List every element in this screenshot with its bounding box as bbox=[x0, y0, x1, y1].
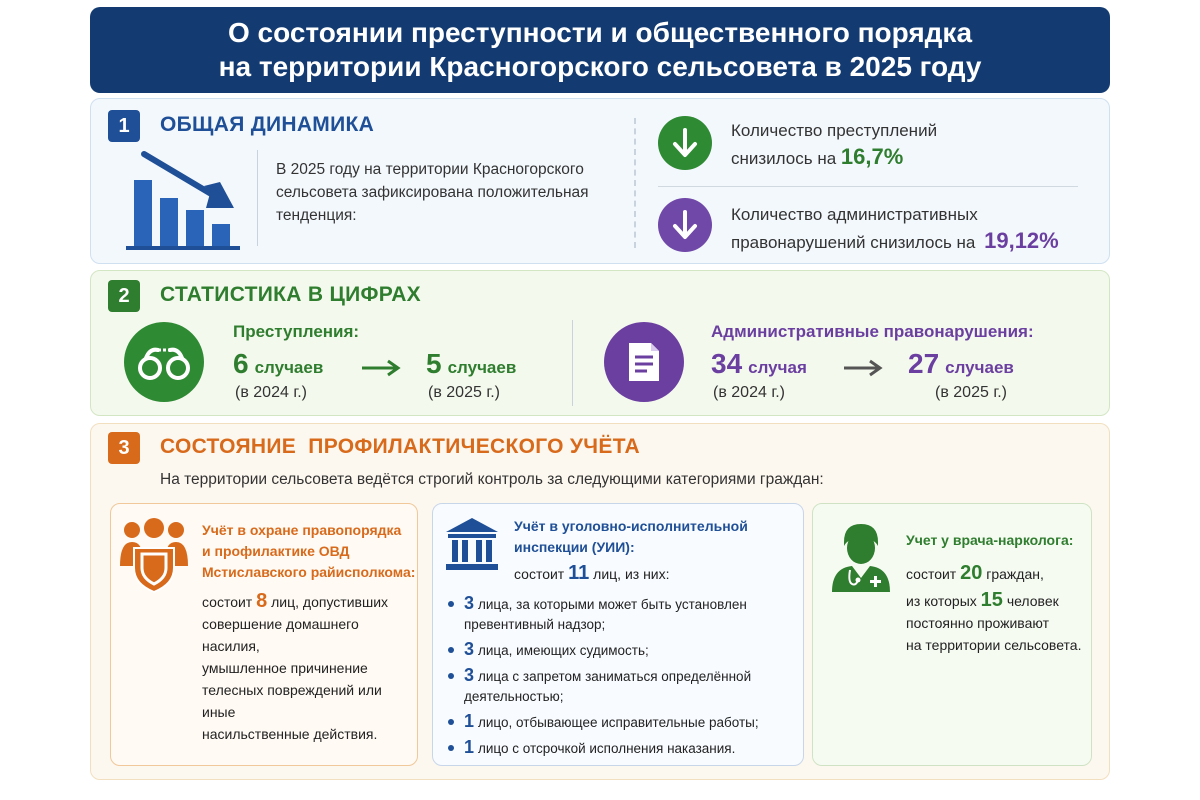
card-police-heading: Учёт в охране правопорядка и профилактике ОВД Мстиславского райисполкома: bbox=[202, 522, 416, 580]
section-2-divider bbox=[572, 320, 573, 406]
arrow-down-icon bbox=[670, 209, 700, 241]
arrow-down-icon bbox=[670, 127, 700, 159]
document-icon bbox=[627, 341, 661, 383]
card-narcologist-count: 20 bbox=[960, 562, 983, 584]
offences-decrease-percent: 19,12% bbox=[984, 228, 1059, 253]
declining-chart-icon bbox=[118, 148, 244, 252]
courthouse-icon bbox=[444, 516, 500, 572]
trend-description: В 2025 году на территории Красногорского сельсовета зафиксирована положительная тенденция: bbox=[276, 161, 589, 224]
card-uii-count-line: состоит 11 лиц, из них: bbox=[514, 562, 670, 584]
card-narcologist-resident-count: 15 bbox=[980, 589, 1003, 611]
card-narcologist-heading: Учет у врача-нарколога: bbox=[906, 532, 1074, 548]
crimes-2025-year: (в 2025 г.) bbox=[428, 384, 500, 401]
section-1-number-badge: 1 bbox=[108, 110, 140, 142]
card-narcologist-count-line: состоит 20 граждан, bbox=[906, 562, 1044, 584]
card-uii-count: 11 bbox=[568, 562, 590, 584]
admin-2024-year: (в 2024 г.) bbox=[713, 384, 785, 401]
crimes-decrease-text bbox=[731, 118, 937, 172]
section-3-intro: На территории сельсовета ведётся строгий контроль за следующими категориями граждан: bbox=[160, 471, 824, 488]
arrow-right-icon bbox=[842, 358, 884, 378]
handcuffs-icon bbox=[136, 342, 192, 382]
section-2-number-badge: 2 bbox=[108, 280, 140, 312]
crimes-2025-value: 5 случаев bbox=[426, 348, 517, 379]
admin-2024-value: 34 случая bbox=[711, 348, 807, 379]
section-1-title: ОБЩАЯ ДИНАМИКА bbox=[160, 113, 375, 136]
section-3-number-badge: 3 bbox=[108, 432, 140, 464]
page-header bbox=[90, 7, 1110, 93]
list-item: 3 лица, за которыми может быть установлен превентивный надзор; bbox=[446, 593, 796, 635]
offences-decrease-icon bbox=[658, 198, 712, 252]
arrow-right-icon bbox=[360, 358, 402, 378]
page-title-line-2: на территории Красногорского сельсовета в 2025 году bbox=[218, 51, 982, 82]
card-narcologist-resident-line: из которых 15 человек bbox=[906, 589, 1059, 611]
crimes-decrease-line-2: снизилось на 16,7% bbox=[731, 144, 904, 169]
handcuffs-icon-circle bbox=[124, 322, 204, 402]
section-1-dashed-divider bbox=[634, 118, 636, 248]
page-title-line-1: О состоянии преступности и общественного порядка bbox=[227, 17, 973, 48]
card-uii-heading: Учёт в уголовно-исполнительной инспекции (УИИ): bbox=[514, 518, 748, 555]
offences-decrease-line-2: правонарушений снизилось на 19,12% bbox=[731, 228, 1059, 253]
section-1-divider bbox=[257, 150, 258, 246]
section-2-title: СТАТИСТИКА В ЦИФРАХ bbox=[160, 283, 421, 306]
crimes-2024-value: 6 случаев bbox=[233, 348, 324, 379]
card-uii-list bbox=[446, 593, 796, 763]
admin-caption: Административные правонарушения: bbox=[711, 322, 1034, 341]
crimes-caption: Преступления: bbox=[233, 322, 360, 341]
people-shield-icon bbox=[118, 516, 190, 594]
card-police-body: состоит 8 лиц, допустивших совершение домашнего насилия, умышленное причинение телесных повреждений или иные насильственные действия. bbox=[202, 590, 414, 745]
crimes-decrease-line-1: Количество преступлений bbox=[731, 121, 938, 140]
offences-decrease-line-1: Количество административных bbox=[731, 205, 978, 224]
section-3-title: СОСТОЯНИЕ ПРОФИЛАКТИЧЕСКОГО УЧЁТА bbox=[160, 435, 640, 458]
crimes-decrease-percent: 16,7% bbox=[840, 144, 904, 169]
list-item: 3 лица с запретом заниматься определённой деятельностью; bbox=[446, 665, 796, 707]
card-narcologist-body: состоит 20 граждан, из которых 15 человек постоянно проживают на территории сельсовета. bbox=[906, 562, 1086, 656]
card-police-count-line: состоит 8 лиц, допустивших bbox=[202, 590, 389, 612]
admin-2025-year: (в 2025 г.) bbox=[935, 384, 1007, 401]
list-item: 1 лицо, отбывающее исправительные работы; bbox=[446, 711, 796, 733]
section-1-row-divider bbox=[658, 186, 1078, 187]
document-icon-circle bbox=[604, 322, 684, 402]
offences-decrease-text bbox=[731, 202, 1059, 256]
admin-2025-value: 27 случаев bbox=[908, 348, 1014, 379]
crimes-decrease-icon bbox=[658, 116, 712, 170]
card-police-count: 8 bbox=[256, 590, 268, 612]
crimes-2024-year: (в 2024 г.) bbox=[235, 384, 307, 401]
list-item: 1 лицо с отсрочкой исполнения наказания. bbox=[446, 737, 796, 759]
list-item: 3 лица, имеющих судимость; bbox=[446, 639, 796, 661]
doctor-icon bbox=[830, 522, 892, 594]
